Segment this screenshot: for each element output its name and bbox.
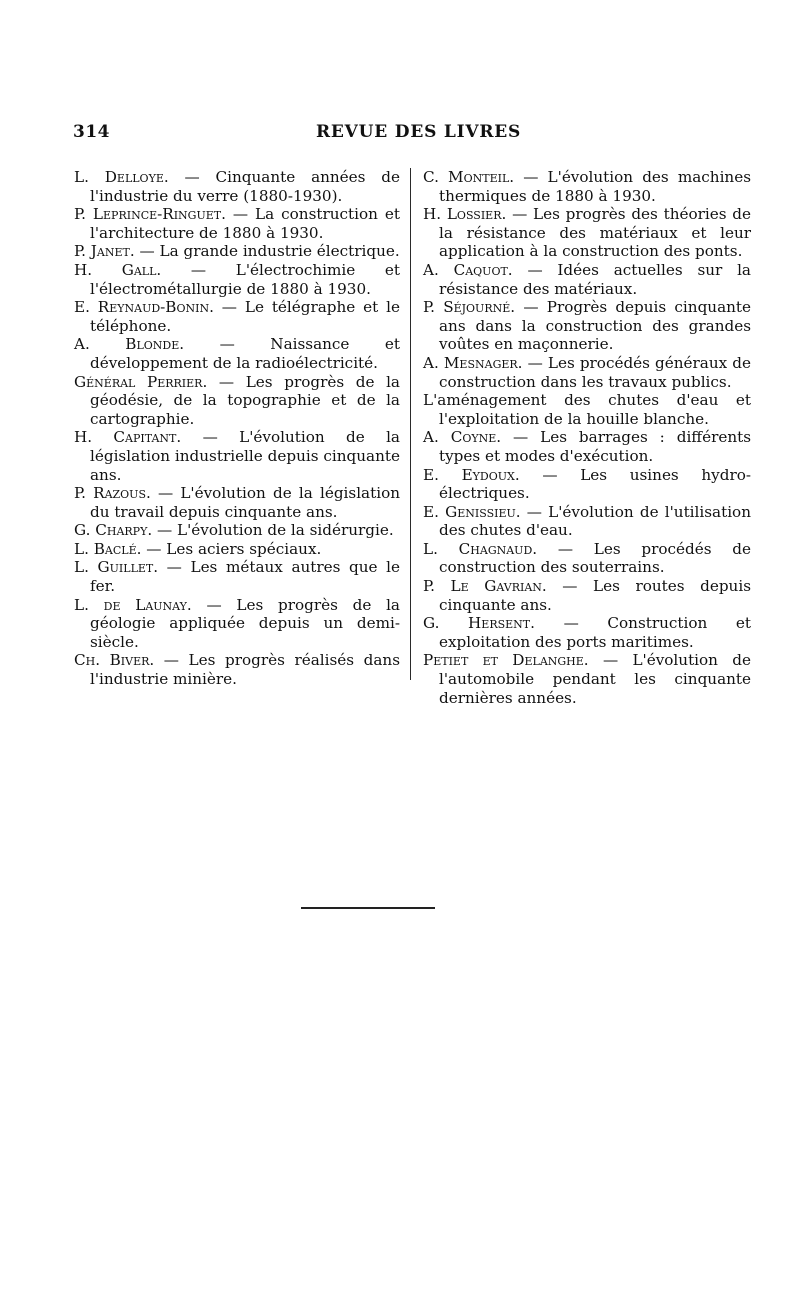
entry-title: — Construction et exploitation des ports maritimes. xyxy=(439,614,751,651)
entry-title: — Les métaux autres que le fer. xyxy=(90,558,400,596)
list-item xyxy=(74,168,400,205)
entry-title: — Le télégraphe et le téléphone. xyxy=(90,298,400,335)
list-item xyxy=(74,540,400,559)
list-item xyxy=(423,614,751,651)
list-item xyxy=(74,428,400,484)
column-divider xyxy=(410,168,411,680)
list-item xyxy=(423,168,751,205)
list-item xyxy=(423,577,751,614)
entry-title: — Progrès depuis cinquante ans dans la construction des grandes voûtes en maçonnerie. xyxy=(439,298,751,354)
list-item xyxy=(74,242,400,261)
entry-title: — Les progrès de la géologie appliquée depuis un demi-siècle. xyxy=(90,595,400,651)
page-number: 314 xyxy=(73,122,110,142)
entry-title: — Naissance et développement de la radioélectricité. xyxy=(90,335,400,372)
entry-title: — Les routes depuis cinquante ans. xyxy=(439,577,751,614)
entry-author: L. Delloye. xyxy=(74,168,169,186)
entry-title: L'aménagement des chutes d'eau et l'exploitation de la houille blanche. xyxy=(423,391,751,428)
entry-title: — La construction et l'architecture de 1880 à 1930. xyxy=(90,205,400,242)
list-item xyxy=(74,205,400,242)
list-item xyxy=(74,373,400,429)
right-column xyxy=(423,168,751,707)
list-item xyxy=(423,298,751,354)
list-item xyxy=(423,261,751,298)
entry-author: L. Guillet. xyxy=(74,558,159,577)
entry-author: A. Mesnager. xyxy=(423,353,523,372)
list-item xyxy=(423,540,751,577)
list-item xyxy=(74,558,400,595)
list-item xyxy=(423,205,751,261)
list-item xyxy=(423,503,751,540)
entry-author: A. Coyne. xyxy=(423,428,502,447)
entry-title: — Les aciers spéciaux. xyxy=(141,539,322,558)
entry-author: E. Genissieu. xyxy=(423,502,521,521)
end-rule xyxy=(301,907,435,909)
list-item xyxy=(74,335,400,372)
entry-author: G. Charpy. xyxy=(74,521,153,540)
list-item xyxy=(74,261,400,298)
entry-title: — Les procédés généraux de construction dans les travaux publics. xyxy=(439,353,751,391)
entry-author: L. Baclé. xyxy=(74,539,142,558)
entry-author: P. Janet. xyxy=(74,242,135,261)
entry-title: — L'évolution de la législation industrielle depuis cinquante ans. xyxy=(90,428,400,484)
entry-author: P. Razous. xyxy=(74,484,151,503)
entry-title: — Les progrès de la géodésie, de la topographie et de la cartographie. xyxy=(90,372,400,428)
list-item xyxy=(74,651,400,688)
entry-author: Général Perrier. xyxy=(74,372,208,391)
entry-author: H. Gall. xyxy=(74,260,162,279)
running-head: REVUE DES LIVRES xyxy=(316,122,522,142)
entry-title: — L'évolution de la législation du travail depuis cinquante ans. xyxy=(90,484,400,521)
entry-author: H. Lossier. xyxy=(423,205,507,224)
entry-author: G. Hersent. xyxy=(423,614,535,633)
entry-author: P. Le Gavrian. xyxy=(423,577,547,596)
list-item xyxy=(423,651,751,707)
list-item xyxy=(74,596,400,652)
entry-title: — La grande industrie électrique. xyxy=(134,242,400,261)
entry-title: — L'évolution de l'utilisation des chutes d'eau. xyxy=(439,502,751,540)
entry-title: — Idées actuelles sur la résistance des matériaux. xyxy=(439,260,751,298)
entry-author: H. Capitant. xyxy=(74,428,182,447)
entry-title: — Les usines hydro-électriques. xyxy=(439,465,752,503)
entry-title: — L'électrochimie et l'électrométallurgie de 1880 à 1930. xyxy=(90,260,400,298)
entry-author: P. Leprince-Ringuet. xyxy=(74,205,226,224)
entry-title: — Les progrès réalisés dans l'industrie minière. xyxy=(90,651,400,689)
list-item xyxy=(74,484,400,521)
entry-author: Petiet et Delanghe. xyxy=(423,651,589,670)
list-item xyxy=(74,298,400,335)
entry-title: — L'évolution des machines thermiques de 1880 à 1930. xyxy=(439,168,751,205)
entry-author: E. Eydoux. xyxy=(423,465,520,484)
entry-title: — L'évolution de la sidérurgie. xyxy=(152,521,394,540)
entry-author: L. de Launay. xyxy=(74,595,192,614)
entry-author: L. Chagnaud. xyxy=(423,539,538,558)
entry-title: — L'évolution de l'automobile pendant les cinquante dernières années. xyxy=(439,651,751,707)
entry-title: — Les progrès des théories de la résistance des matériaux et leur application à la construction des ponts. xyxy=(439,205,751,261)
entry-author: P. Séjourné. xyxy=(423,298,516,317)
list-item xyxy=(74,521,400,540)
entry-title: — Les procédés de construction des souterrains. xyxy=(439,539,752,577)
entry-author: E. Reynaud-Bonin. xyxy=(74,298,214,317)
list-item xyxy=(423,391,751,428)
entry-author: A. Blonde. xyxy=(74,335,185,354)
list-item xyxy=(423,428,751,465)
entry-title: — Les barrages : différents types et modes d'exécution. xyxy=(439,428,752,465)
entry-author: Ch. Biver. xyxy=(74,651,155,670)
list-item xyxy=(423,354,751,391)
list-item xyxy=(423,466,751,503)
entry-title: — Cinquante années de l'industrie du verre (1880-1930). xyxy=(90,168,400,205)
entry-author: A. Caquot. xyxy=(423,260,513,279)
left-column xyxy=(74,168,400,689)
entry-author: C. Monteil. xyxy=(423,168,515,186)
